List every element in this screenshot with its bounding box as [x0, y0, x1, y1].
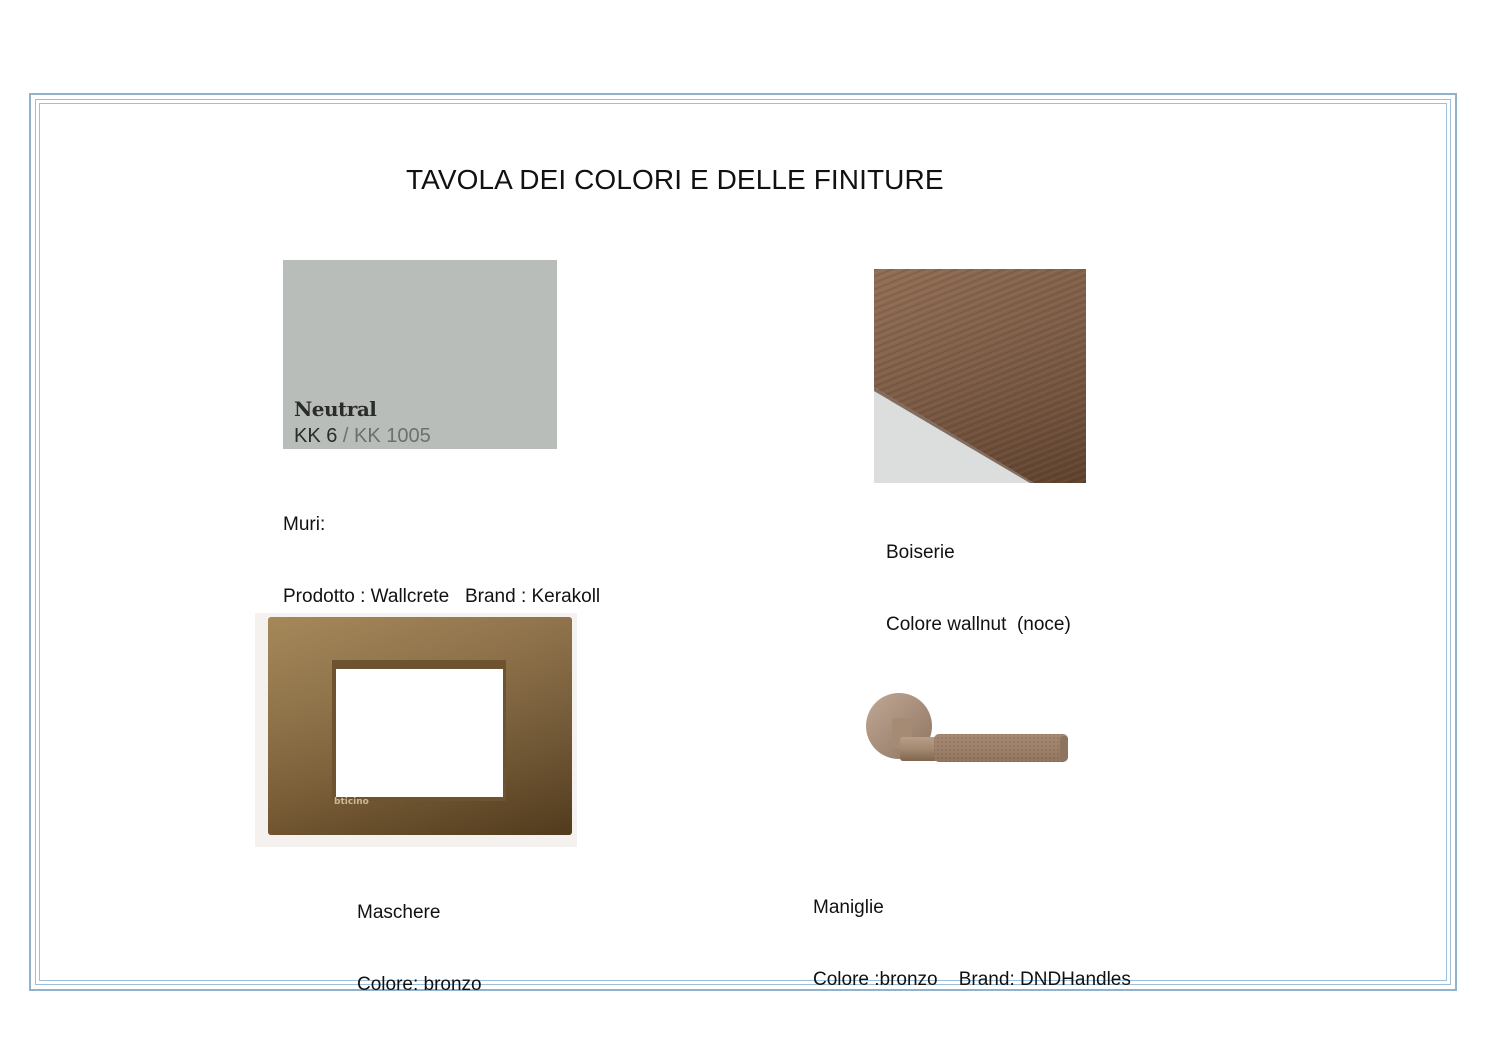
swatch-code: [294, 425, 431, 448]
maschere-caption: [357, 853, 482, 1021]
boiserie-caption: [886, 493, 1071, 661]
caption-line: Maniglie: [813, 897, 884, 918]
wood-board-image: [874, 269, 1086, 483]
caption-line: Colore :bronzo Brand: DNDHandles: [813, 969, 1131, 990]
wall-color-swatch: [283, 260, 557, 449]
walnut-wood-sample: [874, 269, 1086, 483]
cover-plate-image: [255, 613, 577, 847]
page-title: TAVOLA DEI COLORI E DELLE FINITURE: [406, 164, 944, 195]
door-handle-image: [860, 688, 1080, 768]
caption-line: Prodotto : Wallcrete Brand : Kerakoll: [283, 586, 601, 607]
swatch-code-primary: KK 6: [294, 425, 338, 447]
caption-line: Colore: bronzo: [357, 974, 482, 995]
caption-line: Maschere: [357, 902, 441, 923]
swatch-code-secondary: / KK 1005: [337, 425, 431, 447]
plate-brand-mark: bticino: [334, 797, 369, 807]
bronze-door-handle: [860, 688, 1080, 768]
swatch-name: Neutral: [294, 397, 377, 421]
caption-line: Muri:: [283, 514, 326, 535]
caption-line: Colore wallnut (noce): [886, 614, 1071, 635]
maniglie-caption: [813, 848, 1131, 1016]
bronze-cover-plate: [255, 613, 577, 847]
page-frame-inner: [39, 103, 1447, 981]
caption-line: Boiserie: [886, 542, 955, 563]
